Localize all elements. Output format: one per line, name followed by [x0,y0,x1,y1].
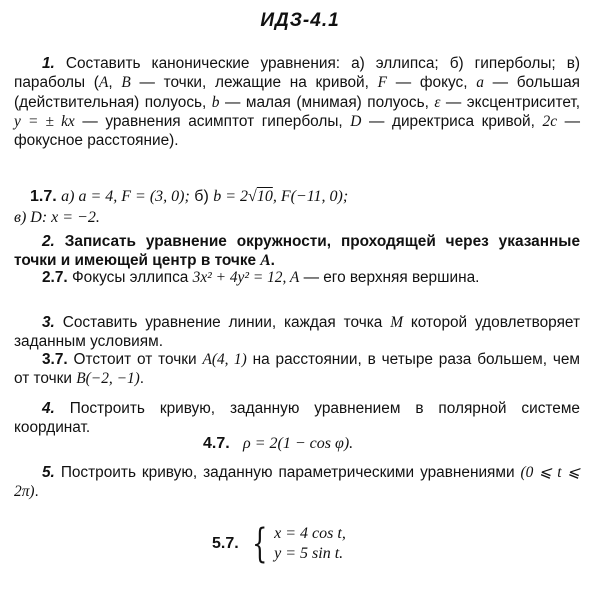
variant-3-7-point-a: A(4, 1) [202,351,247,368]
variant-3-7-text-b: на расстоянии, в четыре раза большем, чем от точки [14,351,581,388]
task-5 [14,463,580,502]
task-1-a: a [476,74,484,92]
variant-3-7 [14,350,580,389]
task-2 [14,232,580,271]
variant-3-7-point-b: B(−2, −1) [76,370,140,388]
task-2-text: Записать уравнение окружности, проходящей через указанные точки и имеющей центр в точке [14,233,580,270]
task-1-text-h: — директриса кривой, [361,112,543,130]
variant-5-7-line-1: x = 4 cos t, [274,525,346,542]
variant-2-7 [14,268,580,287]
variant-3-7-dot: . [139,370,145,388]
variant-4-7-equation: ρ = 2(1 − cos φ). [243,435,354,452]
task-1-text-i: — фокусное расстояние). [14,112,581,150]
task-1-text-e: — малая (мнимая) полуось, [219,93,435,111]
task-3-point-m: M [390,314,404,331]
variant-1-7-part-b-label: б) [194,188,209,205]
variant-2-7-text-a: Фокусы эллипса [71,269,193,286]
page-title: ИДЗ-4.1 [260,10,340,31]
task-1-point-b: B [121,74,131,92]
task-1-text-d: — большая (действительная) полуось, [14,74,580,111]
variant-1-7 [30,187,580,207]
variant-1-7-part-a: а) a = 4, F = (3, 0); [61,188,190,205]
variant-3-7-text-a: Отстоит от точки [73,351,203,368]
task-2-point-a: A [260,252,271,270]
task-4-number: 4. [42,400,55,417]
task-5-number: 5. [42,464,55,481]
sqrt-icon: √ [248,188,257,205]
task-3-text-b: которой удовлетворяет заданным условиям. [14,314,581,351]
task-1-text-f: — эксцентриситет, [440,93,581,111]
task-1-text-a: Составить канонические уравнения: а) эллипса; б) гиперболы; в) параболы ( [14,55,580,92]
task-1-sep: , [108,74,122,92]
left-brace-icon: { [251,521,268,567]
task-1-b: b [211,93,220,111]
task-1-text-g: — уравнения асимптот гиперболы, [74,112,351,130]
variant-2-7-point-a: A [289,269,300,286]
variant-1-7-part-b: b = 2 [213,188,249,205]
variant-1-7-number: 1.7. [30,188,57,205]
task-1-point-a: A [98,74,109,92]
task-1-text-c: — фокус, [387,74,477,92]
variant-5-7-line-2: y = 5 sin t. [274,545,344,562]
task-1-number: 1. [42,55,55,72]
task-3 [14,313,580,352]
task-4-text: Построить кривую, заданную уравнением в полярной системе координат. [14,400,580,437]
task-1-asymptote: y = ± kx [14,112,75,130]
task-1-focus: F [377,74,388,92]
task-5-range: (0 ⩽ t ⩽ 2π) [14,464,580,501]
variant-4-7 [203,435,353,453]
variant-4-7-number: 4.7. [203,435,230,452]
variant-1-7-sqrt-arg: 10 [256,188,273,205]
task-3-text-a: Составить уравнение линии, каждая точка [62,314,391,331]
variant-2-7-text-b: — его верхняя вершина. [299,269,480,286]
variant-1-7-part-b-f: , F(−11, 0); [272,188,349,205]
variant-2-7-number: 2.7. [42,269,68,286]
task-5-text: Построить кривую, заданную параметрическими уравнениями [60,464,521,481]
variant-5-7-system [274,524,346,564]
variant-1-7-line2 [14,208,314,228]
variant-2-7-equation: 3x² + 4y² = 12, [192,269,290,286]
task-3-number: 3. [42,314,55,331]
task-2-number: 2. [42,233,55,250]
task-1-text-b: — точки, лежащие на кривой, [130,74,378,92]
task-5-dot: . [34,483,39,501]
task-1-2c: 2c [542,112,558,130]
task-2-dot: . [270,252,275,270]
variant-5-7-number: 5.7. [212,535,239,552]
task-1-eps: ε [434,93,441,111]
task-1-directrix: D [350,112,362,130]
task-1 [14,54,580,150]
variant-3-7-number: 3.7. [42,351,68,368]
variant-5-7 [212,521,346,567]
variant-1-7-part-c: в) D: x = −2. [14,209,100,226]
task-4 [14,399,580,438]
